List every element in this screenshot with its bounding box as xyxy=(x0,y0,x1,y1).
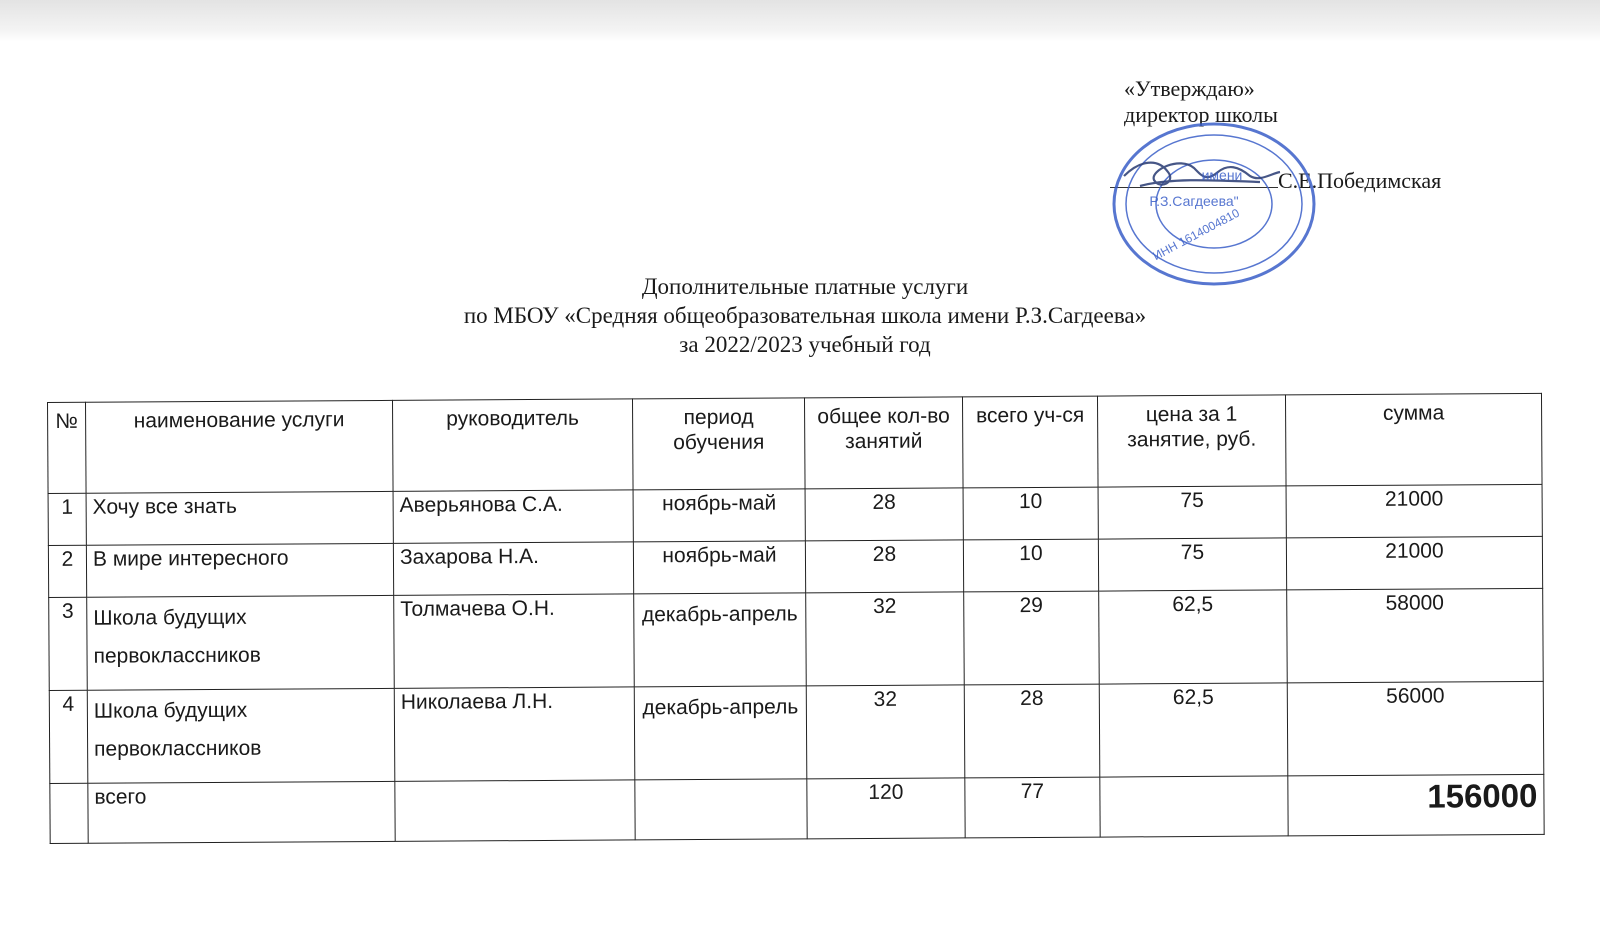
total-lessons: 120 xyxy=(807,777,965,838)
cell-lessons: 28 xyxy=(805,488,963,541)
cell-sum: 58000 xyxy=(1287,589,1544,683)
table-row xyxy=(49,681,1544,783)
cell-price: 62,5 xyxy=(1099,590,1288,684)
header-sum: сумма xyxy=(1285,393,1542,485)
total-sum: 156000 xyxy=(1288,774,1544,836)
title-line-2: по МБОУ «Средняя общеобразовательная школа имени Р.З.Сагдеева» xyxy=(463,303,1147,328)
cell-service: Школа будущих первоклассников xyxy=(87,688,395,782)
header-service: наименование услуги xyxy=(86,400,394,492)
cell-service: В мире интересного xyxy=(86,543,393,597)
table-header-row xyxy=(48,393,1543,493)
table-row xyxy=(48,484,1542,545)
cell-period: декабрь-апрель xyxy=(634,593,807,687)
table-total-row xyxy=(50,774,1544,844)
cell-price: 62,5 xyxy=(1099,683,1288,777)
cell-num: 1 xyxy=(48,493,86,546)
header-num: № xyxy=(48,402,87,493)
stamp-text-name: имени xyxy=(1201,167,1243,183)
cell-lessons: 28 xyxy=(805,540,963,593)
table-row xyxy=(49,589,1544,691)
cell-period: декабрь-апрель xyxy=(634,686,807,780)
cell-period-empty xyxy=(635,778,807,840)
approval-position: директор школы xyxy=(1124,102,1278,127)
cell-price-empty xyxy=(1100,775,1288,837)
cell-sum: 21000 xyxy=(1286,536,1542,590)
cell-students: 10 xyxy=(963,539,1098,592)
cell-num-empty xyxy=(50,783,88,844)
approval-signature-line xyxy=(1110,168,1580,194)
cell-sum: 56000 xyxy=(1287,681,1544,775)
stamp-text-person: Р.З.Сагдеева" xyxy=(1149,193,1239,209)
cell-num: 2 xyxy=(48,545,86,598)
cell-students: 10 xyxy=(963,487,1098,540)
cell-price: 75 xyxy=(1098,538,1286,591)
cell-period: ноябрь-май xyxy=(633,541,805,594)
services-table xyxy=(47,393,1545,844)
header-lessons: общее кол-во занятий xyxy=(804,397,963,489)
cell-num: 4 xyxy=(49,690,88,783)
cell-leader: Аверьянова С.А. xyxy=(393,490,633,544)
header-leader: руководитель xyxy=(392,399,633,491)
stamp-text-inn: ИНН 1614004810 xyxy=(1150,205,1242,264)
document-title xyxy=(300,272,1310,359)
title-line-1: Дополнительные платные услуги xyxy=(641,274,969,299)
cell-num: 3 xyxy=(49,598,88,691)
cell-lessons: 32 xyxy=(806,592,965,686)
table-row xyxy=(48,536,1542,597)
cell-service: Школа будущих первоклассников xyxy=(87,596,395,690)
total-students: 77 xyxy=(965,777,1100,838)
total-label: всего xyxy=(88,781,395,843)
cell-leader: Толмачева О.Н. xyxy=(394,594,635,688)
cell-leader-empty xyxy=(395,779,635,841)
header-price: цена за 1 занятие, руб. xyxy=(1097,395,1286,487)
header-students: всего уч-ся xyxy=(962,396,1098,487)
cell-leader: Захарова Н.А. xyxy=(393,542,633,596)
title-line-3: за 2022/2023 учебный год xyxy=(679,332,931,357)
cell-sum: 21000 xyxy=(1286,484,1542,538)
signer-name: С.Е.Победимская xyxy=(1278,168,1442,193)
cell-leader: Николаева Л.Н. xyxy=(394,687,635,781)
cell-lessons: 32 xyxy=(806,685,965,779)
signature-underline xyxy=(1110,187,1278,188)
cell-price: 75 xyxy=(1098,486,1286,539)
cell-students: 28 xyxy=(964,684,1100,777)
cell-period: ноябрь-май xyxy=(633,488,805,541)
cell-service: Хочу все знать xyxy=(86,491,393,545)
header-period: период обучения xyxy=(632,398,805,490)
cell-students: 29 xyxy=(964,591,1100,684)
approval-heading: «Утверждаю» xyxy=(1124,76,1255,101)
approval-block xyxy=(1110,76,1580,194)
